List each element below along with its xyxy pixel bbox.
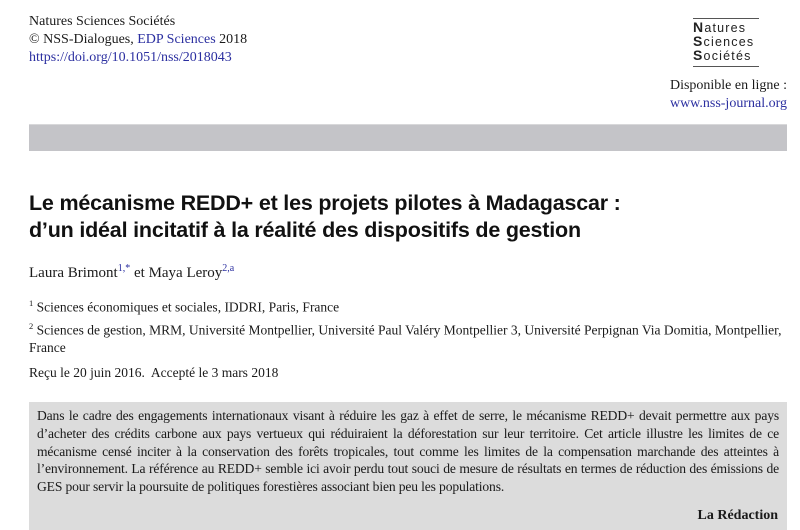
abstract-signature: La Rédaction [697,508,778,523]
article-title [29,190,621,244]
title-line-2: d’un idéal incitatif à la réalité des dispositifs de gestion [29,218,581,242]
publisher-link[interactable]: EDP Sciences [137,32,216,47]
title-line-1: Le mécanisme REDD+ et les projets pilotes à Madagascar : [29,191,621,215]
author-affiliation-link[interactable]: 2,a [222,263,235,274]
availability-label: Disponible en ligne : [669,78,787,93]
affiliation-item: $^2$ Sciences de gestion, MRM, Université Montpellier, Université Paul Valéry Montpellier 3, Université Perpignan Via Domitia, Montpellier, France [29,320,782,355]
editorial-abstract-box [29,402,787,530]
year: 2018 [219,32,248,47]
header-divider-bar [29,124,787,151]
journal-logo: Natures Sciences Sociétés [693,18,759,67]
affiliations [29,294,789,357]
availability [670,77,787,113]
author-name: Laura Brimont [29,265,118,281]
copyright-prefix: © NSS-Dialogues, [29,32,138,47]
journal-name: Natures Sciences Sociétés [29,14,176,29]
affiliation-item: $^1$ Sciences économiques et sociales, IDDRI, Paris, France [29,298,340,315]
journal-meta [29,13,247,67]
author-name: Maya Leroy [148,265,223,281]
received-accepted-dates: Reçu le 20 juin 2016. Accepté le 3 mars 2018 [29,365,279,380]
abstract-text: Dans le cadre des engagements internationaux visant à réduire les gaz à effet de serre, le mécanisme REDD+ devait permettre aux pays d’acheter des crédits carbone aux pays vertueux qui réduiraient la déforestation sur leur territoire. Cet article illustre les limites de ce mécanisme censé inciter à la conservation des forêts tropicales, tout comme les limites de la compensation marchande des atteintes à l’environnement. La référence au REDD+ semble ici avoir perdu tout souci de mesure de résultats en termes de réduction des émissions de GES pour servir la poursuite de politiques forestières associant bien peu les populations. [37,408,779,495]
author-affiliation-link[interactable]: 1,* [117,263,131,274]
doi-link[interactable]: https://doi.org/10.1051/nss/2018043 [29,50,232,65]
journal-url-link[interactable]: www.nss-journal.org [669,96,787,111]
author-list: Laura Brimont$^{1,*}$ et Maya Leroy$^{2,a}$ [29,263,235,281]
copyright-line [29,31,247,49]
